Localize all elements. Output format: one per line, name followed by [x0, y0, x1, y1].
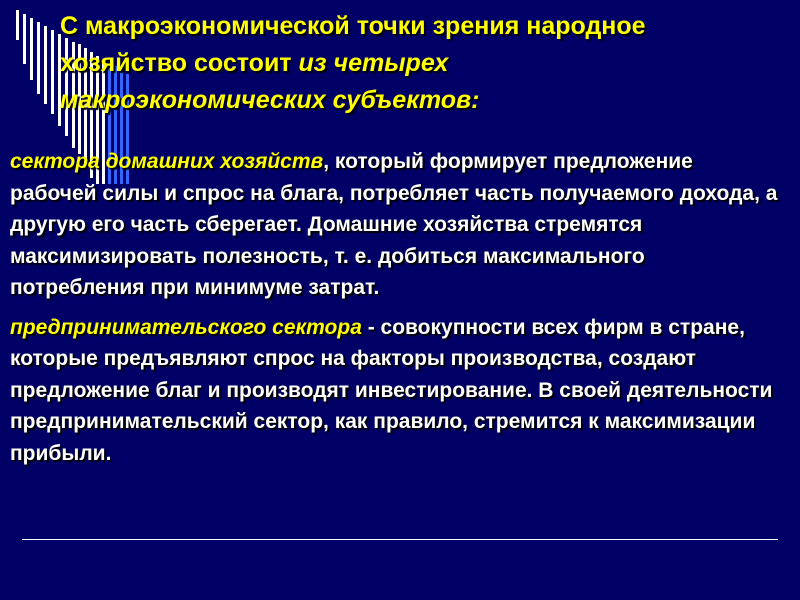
decorative-stripe [51, 30, 54, 114]
title-line-2-italic: из четырех [298, 49, 449, 77]
paragraph-business-sector [10, 312, 785, 470]
bottom-divider [22, 539, 778, 540]
slide-title [60, 8, 795, 119]
title-line-1: С макроэкономической точки зрения народное [60, 12, 646, 40]
paragraph-households-text: , который формирует предложение рабочей силы и спрос на блага, потребляет часть получаемого дохода, а другую его часть сберегает. Домашние хозяйства стремятся максимизировать полезность, т. е. добиться максимального потребления при минимуме затрат. [10, 150, 778, 299]
slide-body [10, 146, 785, 477]
decorative-stripe [37, 22, 40, 94]
decorative-stripe [30, 18, 33, 80]
term-households: сектора домашних хозяйств [10, 150, 324, 173]
paragraph-households [10, 146, 785, 304]
decorative-stripe [16, 10, 19, 40]
term-business-sector: предпринимательского сектора [10, 315, 362, 339]
decorative-stripe [44, 26, 47, 104]
decorative-stripe [23, 14, 26, 64]
title-line-2: хозяйство состоит [60, 49, 299, 77]
paragraph-business-sector-text: - совокупности всех фирм в стране, которые предъявляют спрос на факторы производства, создают предложение благ и производят инвестирование. В своей деятельности предпринимательский сектор, как правило, стремится к максимизации прибыли. [10, 315, 773, 465]
title-line-3: макроэкономических субъектов: [60, 86, 480, 114]
